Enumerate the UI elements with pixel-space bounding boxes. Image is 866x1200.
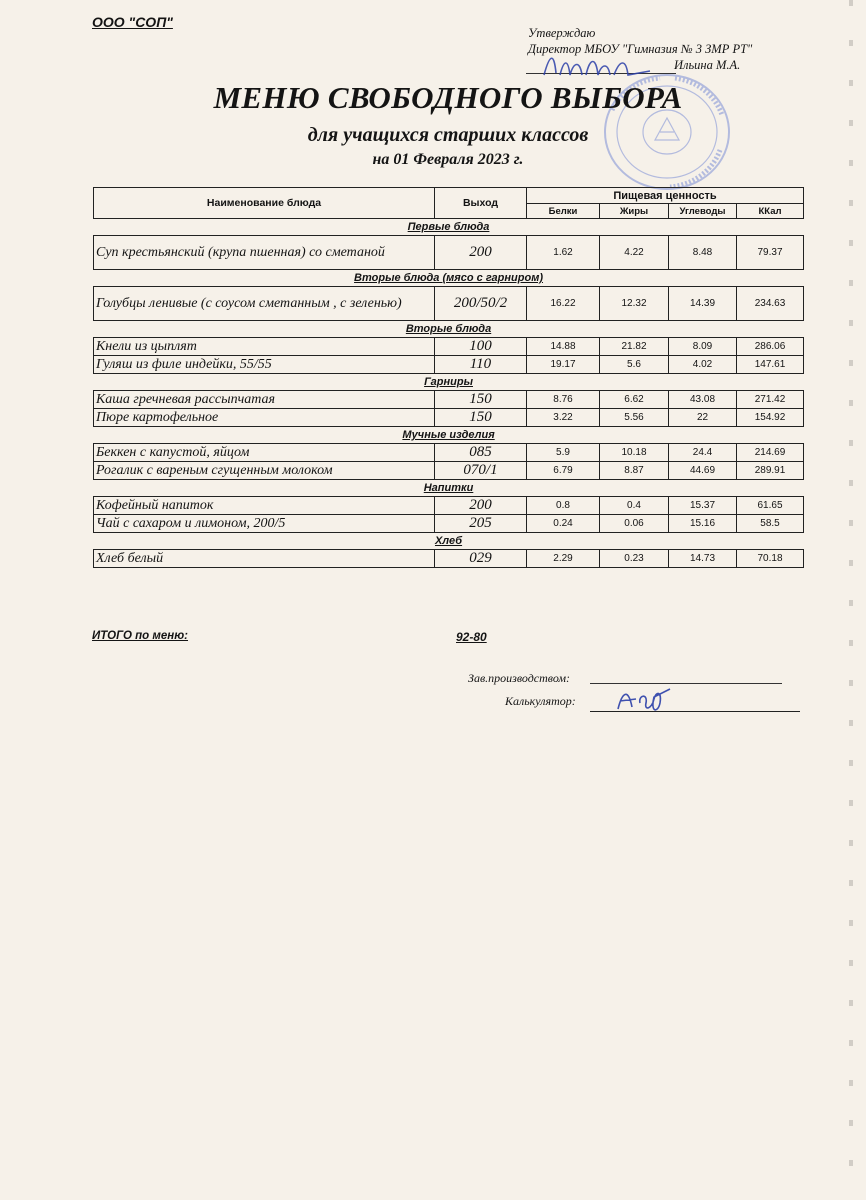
dish-carbs: 4.02: [669, 356, 737, 374]
dish-carbs: 24.4: [669, 444, 737, 462]
header-kcal: ККал: [737, 204, 804, 219]
dish-output: 150: [435, 409, 527, 427]
table-row: [94, 462, 804, 480]
dish-kcal: 271.42: [737, 391, 804, 409]
dish-carbs: 14.73: [669, 550, 737, 568]
dish-protein: 19.17: [527, 356, 600, 374]
table-row: [94, 236, 804, 270]
dish-fat: 10.18: [600, 444, 669, 462]
header-nutrition: Пищевая ценность: [527, 188, 804, 204]
dish-fat: 0.4: [600, 497, 669, 515]
dish-output: 100: [435, 338, 527, 356]
table-row: [94, 338, 804, 356]
header-carbs: Углеводы: [669, 204, 737, 219]
dish-kcal: 214.69: [737, 444, 804, 462]
dish-carbs: 15.37: [669, 497, 737, 515]
dish-protein: 1.62: [527, 236, 600, 270]
dish-protein: 2.29: [527, 550, 600, 568]
dish-fat: 6.62: [600, 391, 669, 409]
dish-protein: 14.88: [527, 338, 600, 356]
section-title: Напитки: [423, 482, 474, 494]
dish-kcal: 286.06: [737, 338, 804, 356]
dish-protein: 0.24: [527, 515, 600, 533]
dish-carbs: 22: [669, 409, 737, 427]
dish-output: 150: [435, 391, 527, 409]
dish-name: Кофейный напиток: [94, 497, 435, 515]
dish-kcal: 154.92: [737, 409, 804, 427]
calculator-label: Калькулятор:: [505, 694, 576, 708]
dish-fat: 21.82: [600, 338, 669, 356]
header-protein: Белки: [527, 204, 600, 219]
dish-protein: 5.9: [527, 444, 600, 462]
dish-kcal: 147.61: [737, 356, 804, 374]
scan-edge-shadow: [849, 0, 853, 1200]
dish-output: 205: [435, 515, 527, 533]
dish-output: 200/50/2: [435, 287, 527, 321]
dish-kcal: 70.18: [737, 550, 804, 568]
table-row: [94, 497, 804, 515]
dish-output: 085: [435, 444, 527, 462]
organization-name: ООО "СОП": [92, 14, 173, 30]
table-row: [94, 356, 804, 374]
approval-line-director: Ильина М.А.: [674, 58, 741, 72]
dish-kcal: 61.65: [737, 497, 804, 515]
page-subtitle: для учащихся старших классов: [307, 124, 589, 146]
dish-kcal: 58.5: [737, 515, 804, 533]
table-row: [94, 391, 804, 409]
header-fat: Жиры: [600, 204, 669, 219]
calculator-signature: [610, 683, 680, 715]
dish-protein: 8.76: [527, 391, 600, 409]
page-title: МЕНЮ СВОБОДНОГО ВЫБОРА: [213, 80, 683, 115]
dish-name: Гуляш из филе индейки, 55/55: [94, 356, 435, 374]
dish-kcal: 289.91: [737, 462, 804, 480]
dish-fat: 5.6: [600, 356, 669, 374]
approval-line-position: Директор МБОУ "Гимназия № 3 ЗМР РТ": [528, 42, 753, 56]
dish-fat: 4.22: [600, 236, 669, 270]
dish-name: Каша гречневая рассыпчатая: [94, 391, 435, 409]
section-title: Мучные изделия: [402, 429, 495, 441]
dish-name: Хлеб белый: [94, 550, 435, 568]
dish-protein: 0.8: [527, 497, 600, 515]
approval-line-approve: Утверждаю: [528, 26, 596, 40]
dish-kcal: 79.37: [737, 236, 804, 270]
dish-fat: 0.23: [600, 550, 669, 568]
dish-carbs: 43.08: [669, 391, 737, 409]
menu-body: [94, 219, 804, 568]
total-value: 92-80: [456, 630, 487, 644]
dish-carbs: 8.48: [669, 236, 737, 270]
dish-kcal: 234.63: [737, 287, 804, 321]
dish-output: 200: [435, 236, 527, 270]
dish-name: Голубцы ленивые (с соусом сметанным , с зеленью): [94, 287, 435, 321]
dish-name: Беккен с капустой, яйцом: [94, 444, 435, 462]
dish-name: Рогалик с вареным сгущенным молоком: [94, 462, 435, 480]
dish-fat: 8.87: [600, 462, 669, 480]
table-row: [94, 287, 804, 321]
dish-output: 029: [435, 550, 527, 568]
dish-carbs: 8.09: [669, 338, 737, 356]
dish-name: Суп крестьянский (крупа пшенная) со сметаной: [94, 236, 435, 270]
table-row: [94, 515, 804, 533]
table-row: [94, 409, 804, 427]
dish-name: Чай с сахаром и лимоном, 200/5: [94, 515, 435, 533]
total-label: ИТОГО по меню:: [92, 630, 189, 642]
section-title: Хлеб: [434, 535, 463, 547]
section-title: Первые блюда: [407, 221, 490, 233]
dish-name: Кнели из цыплят: [94, 338, 435, 356]
table-row: [94, 550, 804, 568]
section-title: Гарниры: [424, 376, 473, 388]
dish-output: 070/1: [435, 462, 527, 480]
header-output: Выход: [435, 188, 527, 219]
menu-date: на 01 Февраля 2023 г.: [372, 151, 524, 168]
dish-carbs: 14.39: [669, 287, 737, 321]
table-row: [94, 444, 804, 462]
dish-output: 110: [435, 356, 527, 374]
dish-protein: 3.22: [527, 409, 600, 427]
dish-fat: 5.56: [600, 409, 669, 427]
dish-carbs: 44.69: [669, 462, 737, 480]
header-dish-name: Наименование блюда: [94, 188, 435, 219]
production-manager-label: Зав.производством:: [468, 671, 571, 685]
section-title: Вторые блюда: [405, 323, 492, 335]
dish-fat: 0.06: [600, 515, 669, 533]
dish-output: 200: [435, 497, 527, 515]
dish-protein: 6.79: [527, 462, 600, 480]
dish-name: Пюре картофельное: [94, 409, 435, 427]
menu-table: [93, 187, 804, 568]
dish-carbs: 15.16: [669, 515, 737, 533]
dish-fat: 12.32: [600, 287, 669, 321]
dish-protein: 16.22: [527, 287, 600, 321]
section-title: Вторые блюда (мясо с гарниром): [354, 272, 543, 284]
